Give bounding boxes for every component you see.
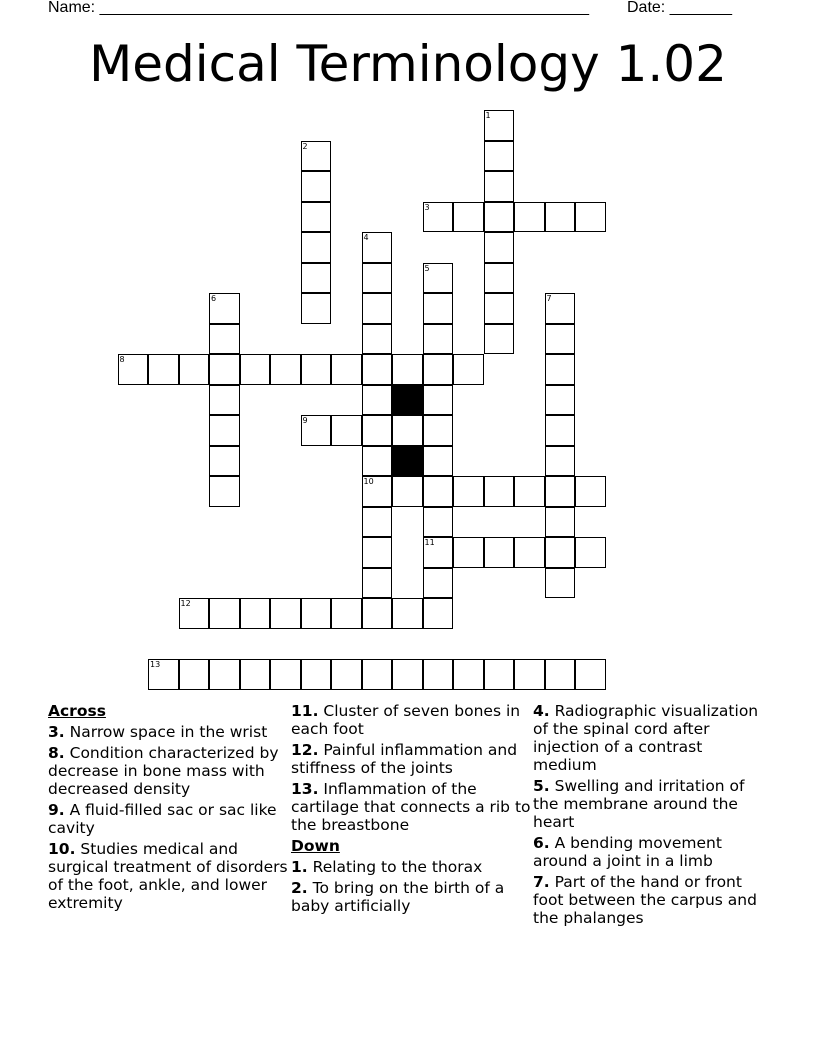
grid-cell[interactable] [362,659,393,690]
grid-cell[interactable] [331,415,362,446]
grid-cell[interactable] [545,659,576,690]
grid-cell[interactable] [301,598,332,629]
grid-cell[interactable] [423,385,454,416]
grid-cell[interactable] [362,263,393,294]
grid-cell[interactable] [484,476,515,507]
across-clue-13: 13. Inflammation of the cartilage that connects a rib to the breastbone [291,780,531,834]
down-clue-1: 1. Relating to the thorax [291,858,483,876]
grid-cell[interactable] [484,232,515,263]
grid-cell[interactable] [484,537,515,568]
grid-cell[interactable] [179,598,210,629]
grid-cell[interactable] [545,354,576,385]
grid-block [392,446,423,477]
grid-cell[interactable] [331,354,362,385]
grid-cell[interactable] [301,171,332,202]
grid-cell[interactable] [209,293,240,324]
cell-number: 5 [424,263,430,273]
grid-cell[interactable] [514,202,545,233]
grid-cell[interactable] [362,415,393,446]
across-heading: Across [48,702,106,720]
grid-cell[interactable] [423,354,454,385]
grid-cell[interactable] [209,415,240,446]
grid-cell[interactable] [545,568,576,599]
date-field-label: Date: _______ [627,0,732,16]
down-clue-4: 4. Radiographic visualization of the spinal cord after injection of a contrast medium [533,702,759,774]
grid-cell[interactable] [179,659,210,690]
grid-cell[interactable] [484,110,515,141]
grid-cell[interactable] [301,293,332,324]
grid-cell[interactable] [270,598,301,629]
grid-cell[interactable] [209,659,240,690]
across-clue-3: 3. Narrow space in the wrist [48,723,268,741]
grid-cell[interactable] [331,659,362,690]
grid-cell[interactable] [545,415,576,446]
grid-cell[interactable] [362,568,393,599]
down-clue-5: 5. Swelling and irritation of the membrane around the heart [533,777,745,831]
cell-number: 11 [424,538,435,547]
grid-cell[interactable] [423,568,454,599]
grid-cell[interactable] [209,324,240,355]
grid-cell[interactable] [545,537,576,568]
grid-cell[interactable] [423,415,454,446]
grid-cell[interactable] [575,659,606,690]
cell-number: 6 [211,294,217,303]
grid-cell[interactable] [514,659,545,690]
grid-cell[interactable] [392,598,423,629]
grid-cell[interactable] [301,202,332,233]
cell-number: 3 [424,202,430,212]
grid-cell[interactable] [301,232,332,263]
grid-cell[interactable] [392,354,423,385]
grid-cell[interactable] [209,476,240,507]
grid-cell[interactable] [362,446,393,477]
grid-cell[interactable] [362,507,393,538]
grid-cell[interactable] [362,293,393,324]
grid-cell[interactable] [545,324,576,355]
grid-cell[interactable] [453,659,484,690]
grid-cell[interactable] [423,263,454,294]
grid-cell[interactable] [209,354,240,385]
cell-number: 7 [546,294,552,303]
down-clue-6: 6. A bending movement around a joint in a limb [533,834,722,870]
grid-cell[interactable] [179,354,210,385]
grid-cell[interactable] [392,659,423,690]
grid-cell[interactable] [148,659,179,690]
grid-cell[interactable] [362,232,393,263]
clue-column-1 [48,702,288,915]
grid-cell[interactable] [270,354,301,385]
grid-cell[interactable] [575,202,606,233]
grid-cell[interactable] [362,537,393,568]
grid-cell[interactable] [545,507,576,538]
grid-cell[interactable] [301,354,332,385]
grid-cell[interactable] [484,293,515,324]
grid-cell[interactable] [362,324,393,355]
grid-cell[interactable] [453,354,484,385]
across-clue-10: 10. Studies medical and surgical treatment of disorders of the foot, ankle, and lower extremity [48,840,288,912]
across-clue-9: 9. A fluid-filled sac or sac like cavity [48,801,277,837]
grid-cell[interactable] [453,202,484,233]
grid-cell[interactable] [423,324,454,355]
grid-cell[interactable] [240,659,271,690]
grid-cell[interactable] [301,141,332,172]
clue-column-2 [291,702,531,918]
grid-block [392,385,423,416]
grid-cell[interactable] [209,446,240,477]
grid-cell[interactable] [209,385,240,416]
grid-cell[interactable] [423,293,454,324]
cell-number: 9 [302,416,308,425]
grid-cell[interactable] [240,598,271,629]
grid-cell[interactable] [240,354,271,385]
grid-cell[interactable] [514,476,545,507]
grid-cell[interactable] [392,476,423,507]
page-title: Medical Terminology 1.02 [89,35,727,93]
down-clue-7: 7. Part of the hand or front foot between the carpus and the phalanges [533,873,757,927]
across-clue-12: 12. Painful inflammation and stiffness of the joints [291,741,518,777]
down-clue-2: 2. To bring on the birth of a baby artificially [291,879,505,915]
grid-cell[interactable] [484,324,515,355]
grid-cell[interactable] [545,385,576,416]
grid-cell[interactable] [575,476,606,507]
grid-cell[interactable] [423,476,454,507]
grid-cell[interactable] [484,263,515,294]
grid-cell[interactable] [148,354,179,385]
grid-cell[interactable] [514,537,545,568]
grid-cell[interactable] [423,202,454,233]
across-clue-11: 11. Cluster of seven bones in each foot [291,702,521,738]
name-field-label: Name: _______________________________________________________ [48,0,589,16]
grid-cell[interactable] [362,354,393,385]
cell-number: 4 [363,233,369,242]
grid-cell[interactable] [484,659,515,690]
grid-cell[interactable] [392,415,423,446]
clue-column-3 [533,702,768,930]
cell-number: 1 [485,111,491,120]
grid-cell[interactable] [118,354,149,385]
grid-cell[interactable] [301,263,332,294]
grid-cell[interactable] [484,202,515,233]
cell-number: 2 [302,141,308,151]
cell-number: 13 [150,660,161,669]
grid-cell[interactable] [453,476,484,507]
down-heading: Down [291,837,340,855]
grid-cell[interactable] [545,202,576,233]
grid-cell[interactable] [301,415,332,446]
grid-cell[interactable] [484,171,515,202]
grid-cell[interactable] [545,293,576,324]
grid-cell[interactable] [423,507,454,538]
cell-number: 12 [180,599,191,608]
grid-cell[interactable] [362,598,393,629]
grid-cell[interactable] [423,659,454,690]
grid-cell[interactable] [209,598,240,629]
grid-cell[interactable] [301,659,332,690]
across-clue-8: 8. Condition characterized by decrease in bone mass with decreased density [48,744,279,798]
grid-cell[interactable] [545,446,576,477]
grid-cell[interactable] [270,659,301,690]
grid-cell[interactable] [423,446,454,477]
grid-cell[interactable] [575,537,606,568]
grid-cell[interactable] [362,476,393,507]
grid-cell[interactable] [484,141,515,172]
cell-number: 10 [363,477,374,486]
grid-cell[interactable] [423,598,454,629]
grid-cell[interactable] [331,598,362,629]
grid-cell[interactable] [423,537,454,568]
grid-cell[interactable] [545,476,576,507]
cell-number: 8 [119,355,125,364]
grid-cell[interactable] [362,385,393,416]
grid-cell[interactable] [453,537,484,568]
